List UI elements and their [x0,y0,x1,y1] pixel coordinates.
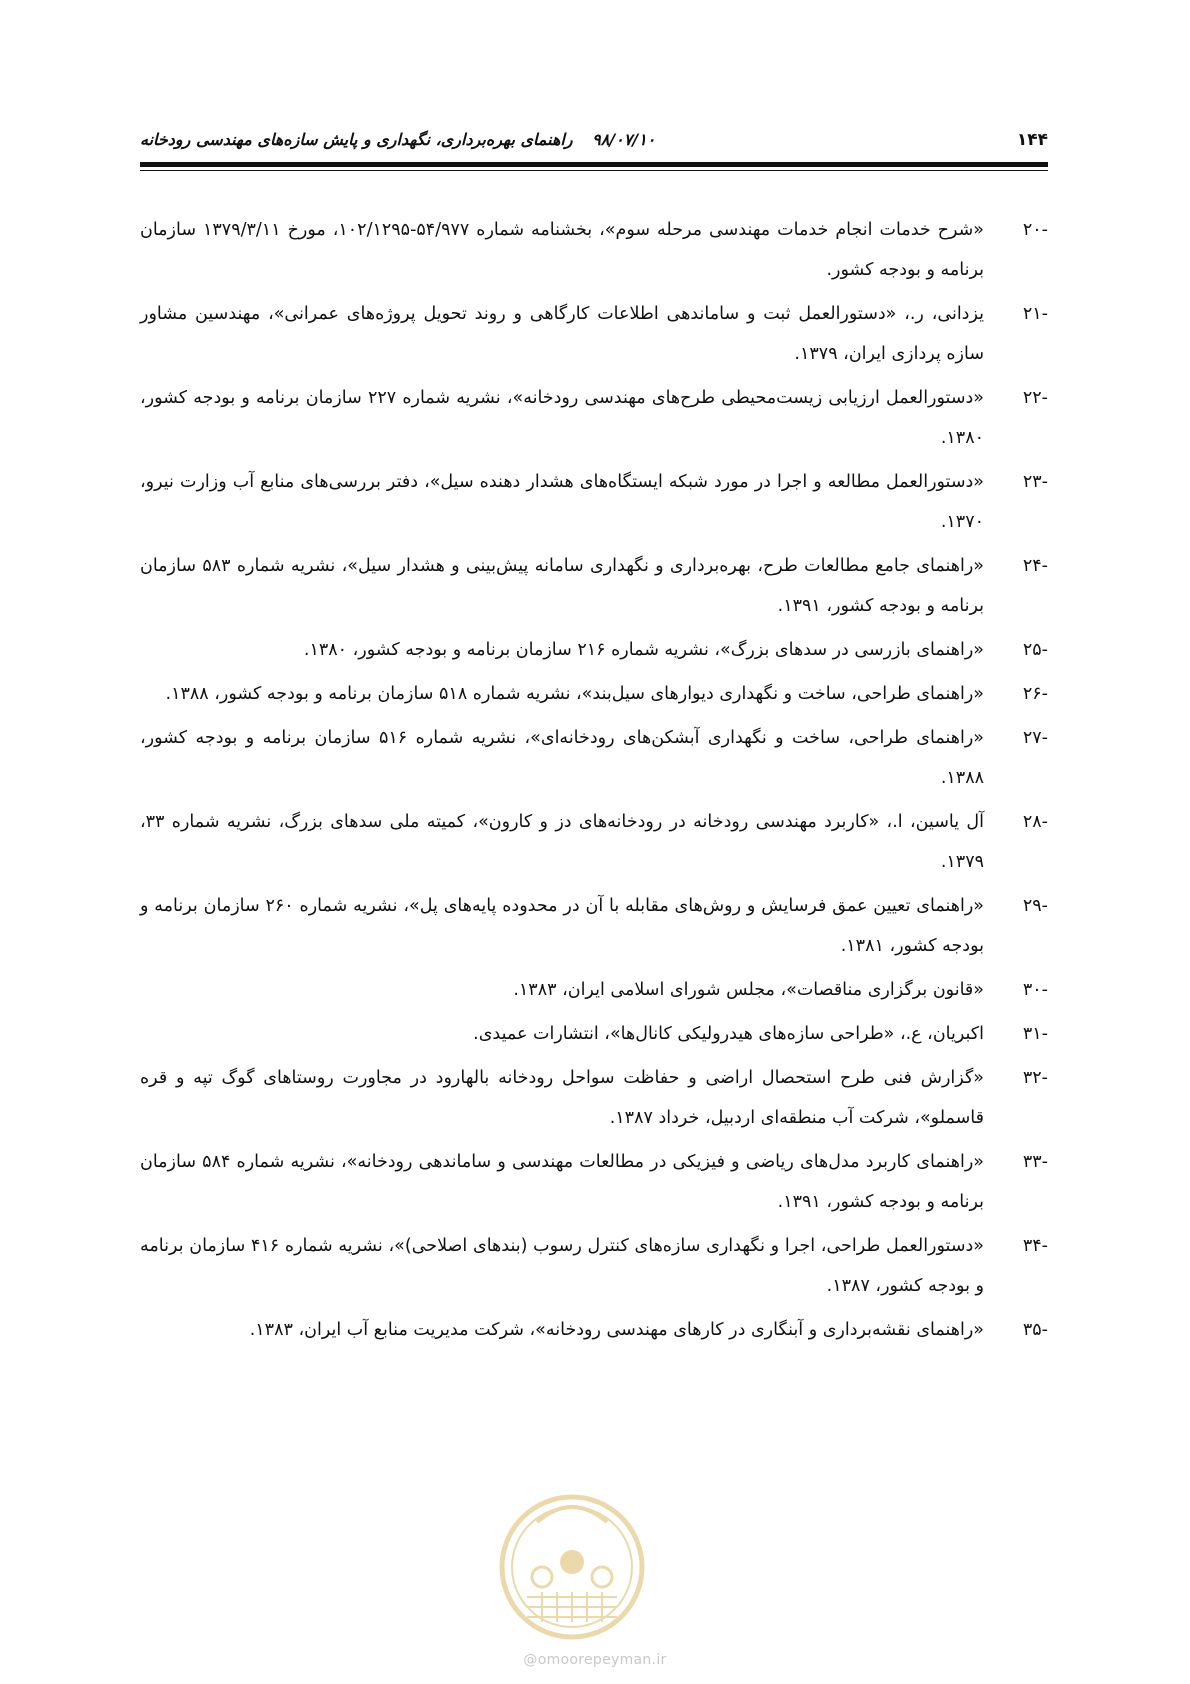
reference-text: «راهنمای طراحی، ساخت و نگهداری آبشکن‌های رودخانه‌ای»، نشریه شماره ۵۱۶ سازمان برنامه و بودجه کشور، ۱۳۸۸. [140,728,984,788]
reference-text: «راهنمای تعیین عمق فرسایش و روش‌های مقابله با آن در محدوده پایه‌های پل»، نشریه شماره ۲۶۰ سازمان برنامه و بودجه کشور، ۱۳۸۱. [140,896,984,956]
reference-item [140,546,1048,626]
reference-number: -۲۳ [1022,472,1048,492]
reference-text: «گزارش فنی طرح استحصال اراضی و حفاظت سواحل رودخانه بالهارود در مجاورت روستاهای گوگ تپه و قره قاسملو»، شرکت آب منطقه‌ای اردبیل، خرداد ۱۳۸۷. [140,1068,984,1128]
reference-number: -۳۴ [1022,1236,1048,1256]
reference-text: اکبریان، ع.، «طراحی سازه‌های هیدرولیکی کانال‌ها»، انتشارات عمیدی. [473,1024,984,1044]
reference-item [140,1226,1048,1306]
reference-number: -۳۳ [1022,1152,1048,1172]
reference-item [140,718,1048,798]
header-title: راهنمای بهره‌برداری، نگهداری و پایش سازه‌های مهندسی رودخانه [140,130,573,149]
reference-text: «راهنمای جامع مطالعات طرح، بهره‌برداری و نگهداری سامانه پیش‌بینی و هشدار سیل»، نشریه شماره ۵۸۳ سازمان برنامه و بودجه کشور، ۱۳۹۱. [140,556,984,616]
reference-list [140,210,1048,1354]
reference-item [140,1310,1048,1350]
header-rule-thin [140,170,1048,171]
reference-number: -۲۷ [1022,728,1048,748]
reference-number: -۳۲ [1022,1068,1048,1088]
reference-item [140,674,1048,714]
reference-text: «راهنمای نقشه‌برداری و آبنگاری در کارهای مهندسی رودخانه»، شرکت مدیریت منابع آب ایران، ۱۳۸۳. [249,1320,984,1340]
reference-text: آل یاسین، ا.، «کاربرد مهندسی رودخانه در رودخانه‌های دز و کارون»، کمیته ملی سدهای بزرگ، نشریه شماره ۳۳، ۱۳۷۹. [140,812,984,872]
reference-number: -۲۲ [1022,388,1048,408]
reference-number: -۲۱ [1022,304,1048,324]
reference-item [140,294,1048,374]
reference-item [140,462,1048,542]
reference-item [140,886,1048,966]
reference-text: یزدانی، ر.، «دستورالعمل ثبت و ساماندهی اطلاعات کارگاهی و روند تحویل پروژه‌های عمرانی»، مهندسین مشاور سازه پردازی ایران، ۱۳۷۹. [140,304,984,364]
reference-number: -۳۰ [1022,980,1048,1000]
reference-text: «دستورالعمل طراحی، اجرا و نگهداری سازه‌های کنترل رسوب (بندهای اصلاحی)»، نشریه شماره ۴۱۶ سازمان برنامه و بودجه کشور، ۱۳۸۷. [140,1236,984,1296]
reference-number: -۲۵ [1022,640,1048,660]
reference-item [140,210,1048,290]
reference-text: «قانون برگزاری مناقصات»، مجلس شورای اسلامی ایران، ۱۳۸۳. [513,980,984,1000]
reference-item [140,802,1048,882]
reference-number: -۲۰ [1022,220,1048,240]
page-number: ۱۴۴ [1016,130,1048,150]
reference-text: «شرح خدمات انجام خدمات مهندسی مرحله سوم»، بخشنامه شماره ۵۴/۹۷۷-۱۰۲/۱۲۹۵، مورخ ۱۳۷۹/۳/۱۱ سازمان برنامه و بودجه کشور. [140,220,985,280]
reference-item [140,630,1048,670]
reference-number: -۲۸ [1022,812,1048,832]
reference-item [140,1014,1048,1054]
watermark-site: @omoorepeyman.ir [523,1652,667,1668]
reference-item [140,970,1048,1010]
running-title [140,130,655,149]
reference-text: «دستورالعمل ارزیابی زیست‌محیطی طرح‌های مهندسی رودخانه»، نشریه شماره ۲۲۷ سازمان برنامه و بودجه کشور، ۱۳۸۰. [140,388,984,448]
reference-number: -۲۶ [1022,684,1048,704]
reference-text: «دستورالعمل مطالعه و اجرا در مورد شبکه ایستگاه‌های هشدار دهنده سیل»، دفتر بررسی‌های منابع آب وزارت نیرو، ۱۳۷۰. [140,472,984,532]
reference-number: -۳۱ [1022,1024,1048,1044]
reference-item [140,1142,1048,1222]
reference-item [140,1058,1048,1138]
seal-logo-icon [497,1482,647,1642]
header-rule-thick [140,162,1048,167]
reference-number: -۲۹ [1022,896,1048,916]
page-header [140,128,1048,162]
reference-number: -۳۵ [1022,1320,1048,1340]
reference-item [140,378,1048,458]
header-date: ۹۸/۰۷/۱۰ [592,130,656,149]
reference-text: «راهنمای طراحی، ساخت و نگهداری دیوارهای سیل‌بند»، نشریه شماره ۵۱۸ سازمان برنامه و بودجه کشور، ۱۳۸۸. [165,684,984,704]
reference-text: «راهنمای بازرسی در سدهای بزرگ»، نشریه شماره ۲۱۶ سازمان برنامه و بودجه کشور، ۱۳۸۰. [303,640,984,660]
reference-text: «راهنمای کاربرد مدل‌های ریاضی و فیزیکی در مطالعات مهندسی و ساماندهی رودخانه»، نشریه شماره ۵۸۴ سازمان برنامه و بودجه کشور، ۱۳۹۱. [140,1152,984,1212]
reference-number: -۲۴ [1022,556,1048,576]
